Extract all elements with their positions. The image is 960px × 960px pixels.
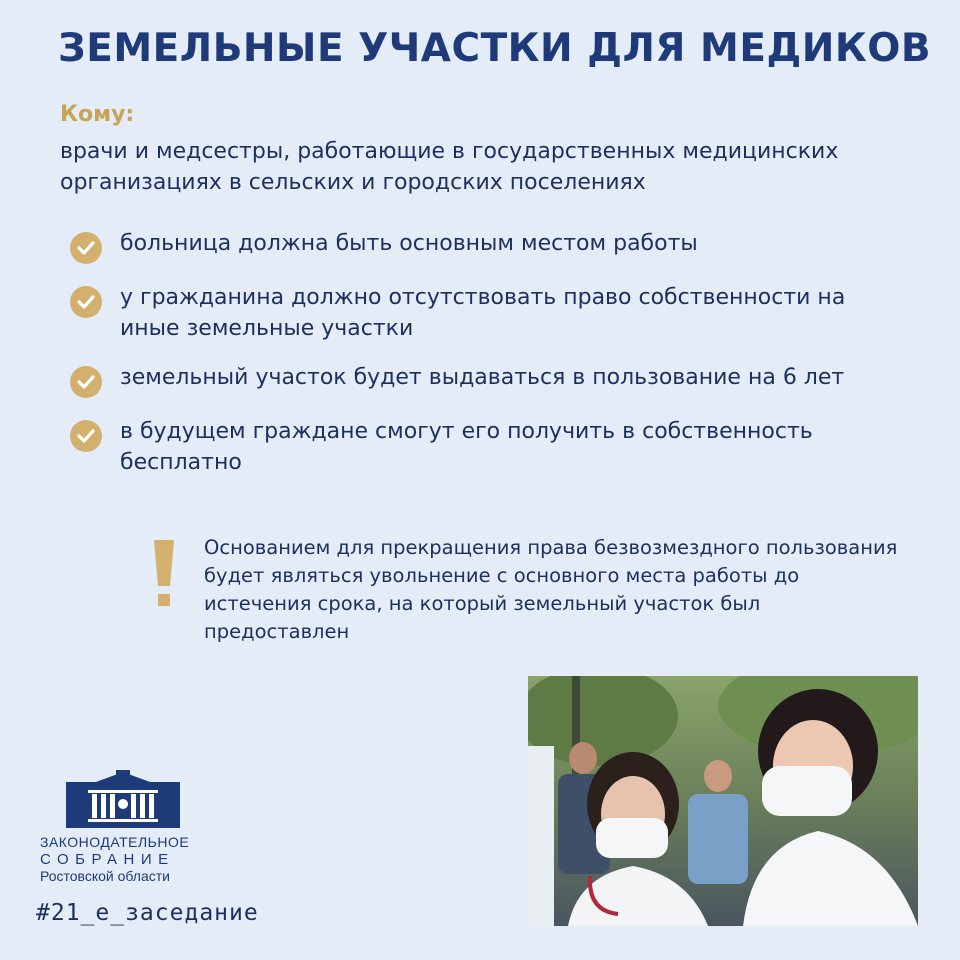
exclamation-icon bbox=[150, 538, 178, 610]
logo-line-2: СОБРАНИЕ bbox=[40, 851, 175, 868]
condition-text: земельный участок будет выдаваться в пользование на 6 лет bbox=[120, 365, 845, 390]
list-item bbox=[70, 362, 910, 398]
condition-text: больница должна быть основным местом работы bbox=[120, 231, 698, 256]
logo-line-3: Ростовской области bbox=[40, 868, 170, 884]
hashtag: #21_е_заседание bbox=[36, 900, 259, 926]
list-item bbox=[70, 282, 850, 344]
list-item bbox=[70, 416, 860, 478]
page-title: ЗЕМЕЛЬНЫЕ УЧАСТКИ ДЛЯ МЕДИКОВ bbox=[58, 26, 932, 71]
recipients-label: Кому: bbox=[60, 102, 135, 127]
recipients-text: врачи и медсестры, работающие в государственных медицинских организациях в сельских и городских поселениях bbox=[60, 139, 839, 195]
parliament-building-icon bbox=[38, 768, 208, 830]
medics-photo bbox=[528, 676, 918, 926]
checkmark-icon bbox=[70, 420, 102, 452]
condition-text: у гражданина должно отсутствовать право собственности на иные земельные участки bbox=[120, 285, 846, 341]
checkmark-icon bbox=[70, 286, 102, 318]
notice-text: Основанием для прекращения права безвозмездного пользования будет являться увольнение с основного места работы до истечения срока, на который земельный участок был предоставлен bbox=[204, 536, 898, 643]
checkmark-icon bbox=[70, 366, 102, 398]
conditions-list bbox=[70, 228, 910, 496]
logo-text bbox=[40, 834, 189, 885]
condition-text: в будущем граждане смогут его получить в собственность бесплатно bbox=[120, 419, 813, 475]
logo-line-1: ЗАКОНОДАТЕЛЬНОЕ bbox=[40, 834, 190, 850]
list-item bbox=[70, 228, 910, 264]
checkmark-icon bbox=[70, 232, 102, 264]
